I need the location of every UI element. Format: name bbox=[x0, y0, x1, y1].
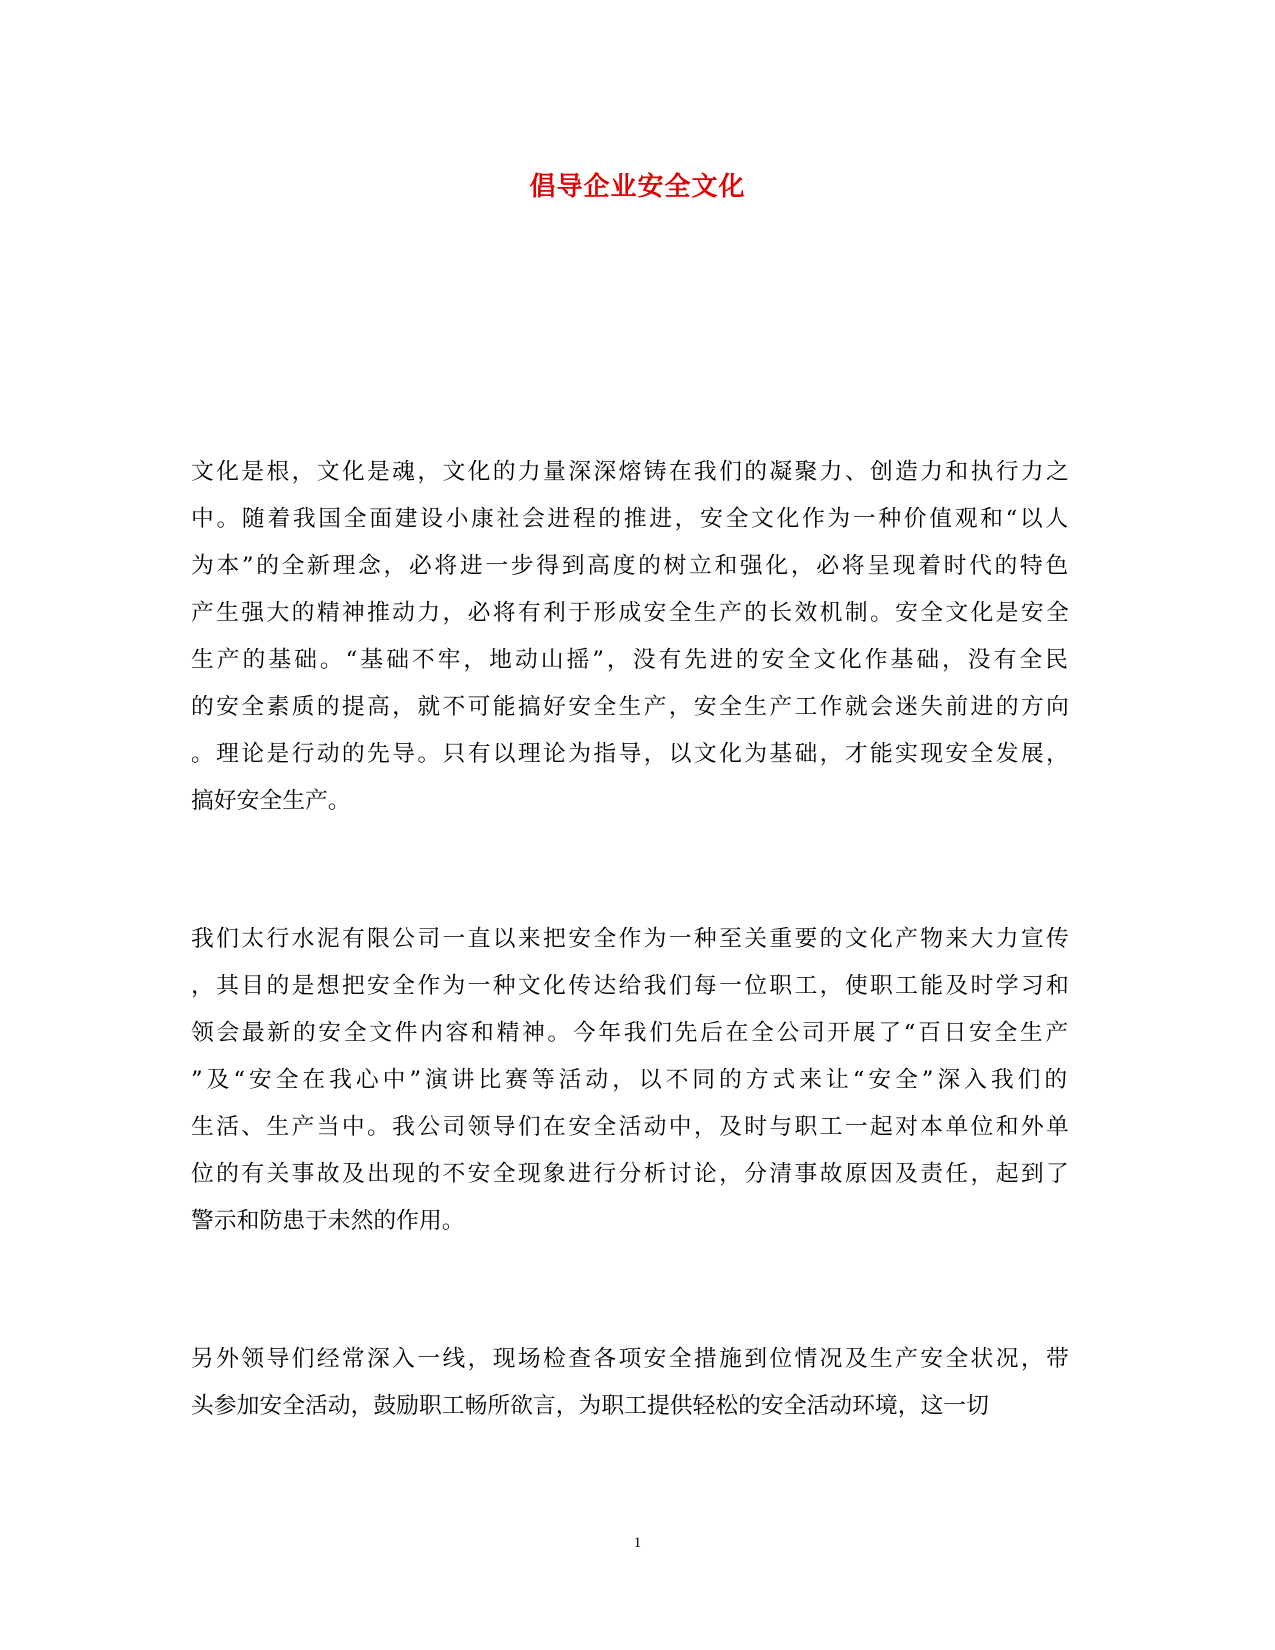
paragraph-line: 为本”的全新理念，必将进一步得到高度的树立和强化，必将呈现着时代的特色 bbox=[191, 553, 1071, 579]
paragraph-line: 中。随着我国全面建设小康社会进程的推进，安全文化作为一种价值观和“以人 bbox=[191, 506, 1071, 532]
paragraph-line: 。理论是行动的先导。只有以理论为指导，以文化为基础，才能实现安全发展， bbox=[191, 741, 1071, 767]
paragraph-line: 我们太行水泥有限公司一直以来把安全作为一种至关重要的文化产物来大力宣传 bbox=[191, 926, 1071, 952]
paragraph-line: 生产的基础。“基础不牢，地动山摇”，没有先进的安全文化作基础，没有全民 bbox=[191, 647, 1071, 673]
paragraph-line: 头参加安全活动，鼓励职工畅所欲言，为职工提供轻松的安全活动环境，这一切 bbox=[191, 1393, 989, 1419]
document-title: 倡导企业安全文化 bbox=[529, 172, 746, 202]
paragraph-line: 另外领导们经常深入一线，现场检查各项安全措施到位情况及生产安全状况，带 bbox=[191, 1346, 1071, 1372]
paragraph-line: 位的有关事故及出现的不安全现象进行分析讨论，分清事故原因及责任，起到了 bbox=[191, 1161, 1071, 1187]
paragraph-line: 文化是根，文化是魂，文化的力量深深熔铸在我们的凝聚力、创造力和执行力之 bbox=[191, 459, 1071, 485]
paragraph-line: 生活、生产当中。我公司领导们在安全活动中，及时与职工一起对本单位和外单 bbox=[191, 1114, 1071, 1140]
paragraph-line: 产生强大的精神推动力，必将有利于形成安全生产的长效机制。安全文化是安全 bbox=[191, 600, 1071, 626]
paragraph-line: 领会最新的安全文件内容和精神。今年我们先后在全公司开展了“百日安全生产 bbox=[191, 1020, 1071, 1046]
page-number: 1 bbox=[633, 1535, 642, 1551]
paragraph-line: ”及“安全在我心中”演讲比赛等活动，以不同的方式来让“安全”深入我们的 bbox=[191, 1067, 1071, 1093]
paragraph-line: ，其目的是想把安全作为一种文化传达给我们每一位职工，使职工能及时学习和 bbox=[191, 973, 1071, 999]
paragraph-line: 警示和防患于未然的作用。 bbox=[191, 1208, 465, 1234]
paragraph-line: 的安全素质的提高，就不可能搞好安全生产，安全生产工作就会迷失前进的方向 bbox=[191, 694, 1071, 720]
paragraph-line: 搞好安全生产。 bbox=[191, 788, 351, 814]
